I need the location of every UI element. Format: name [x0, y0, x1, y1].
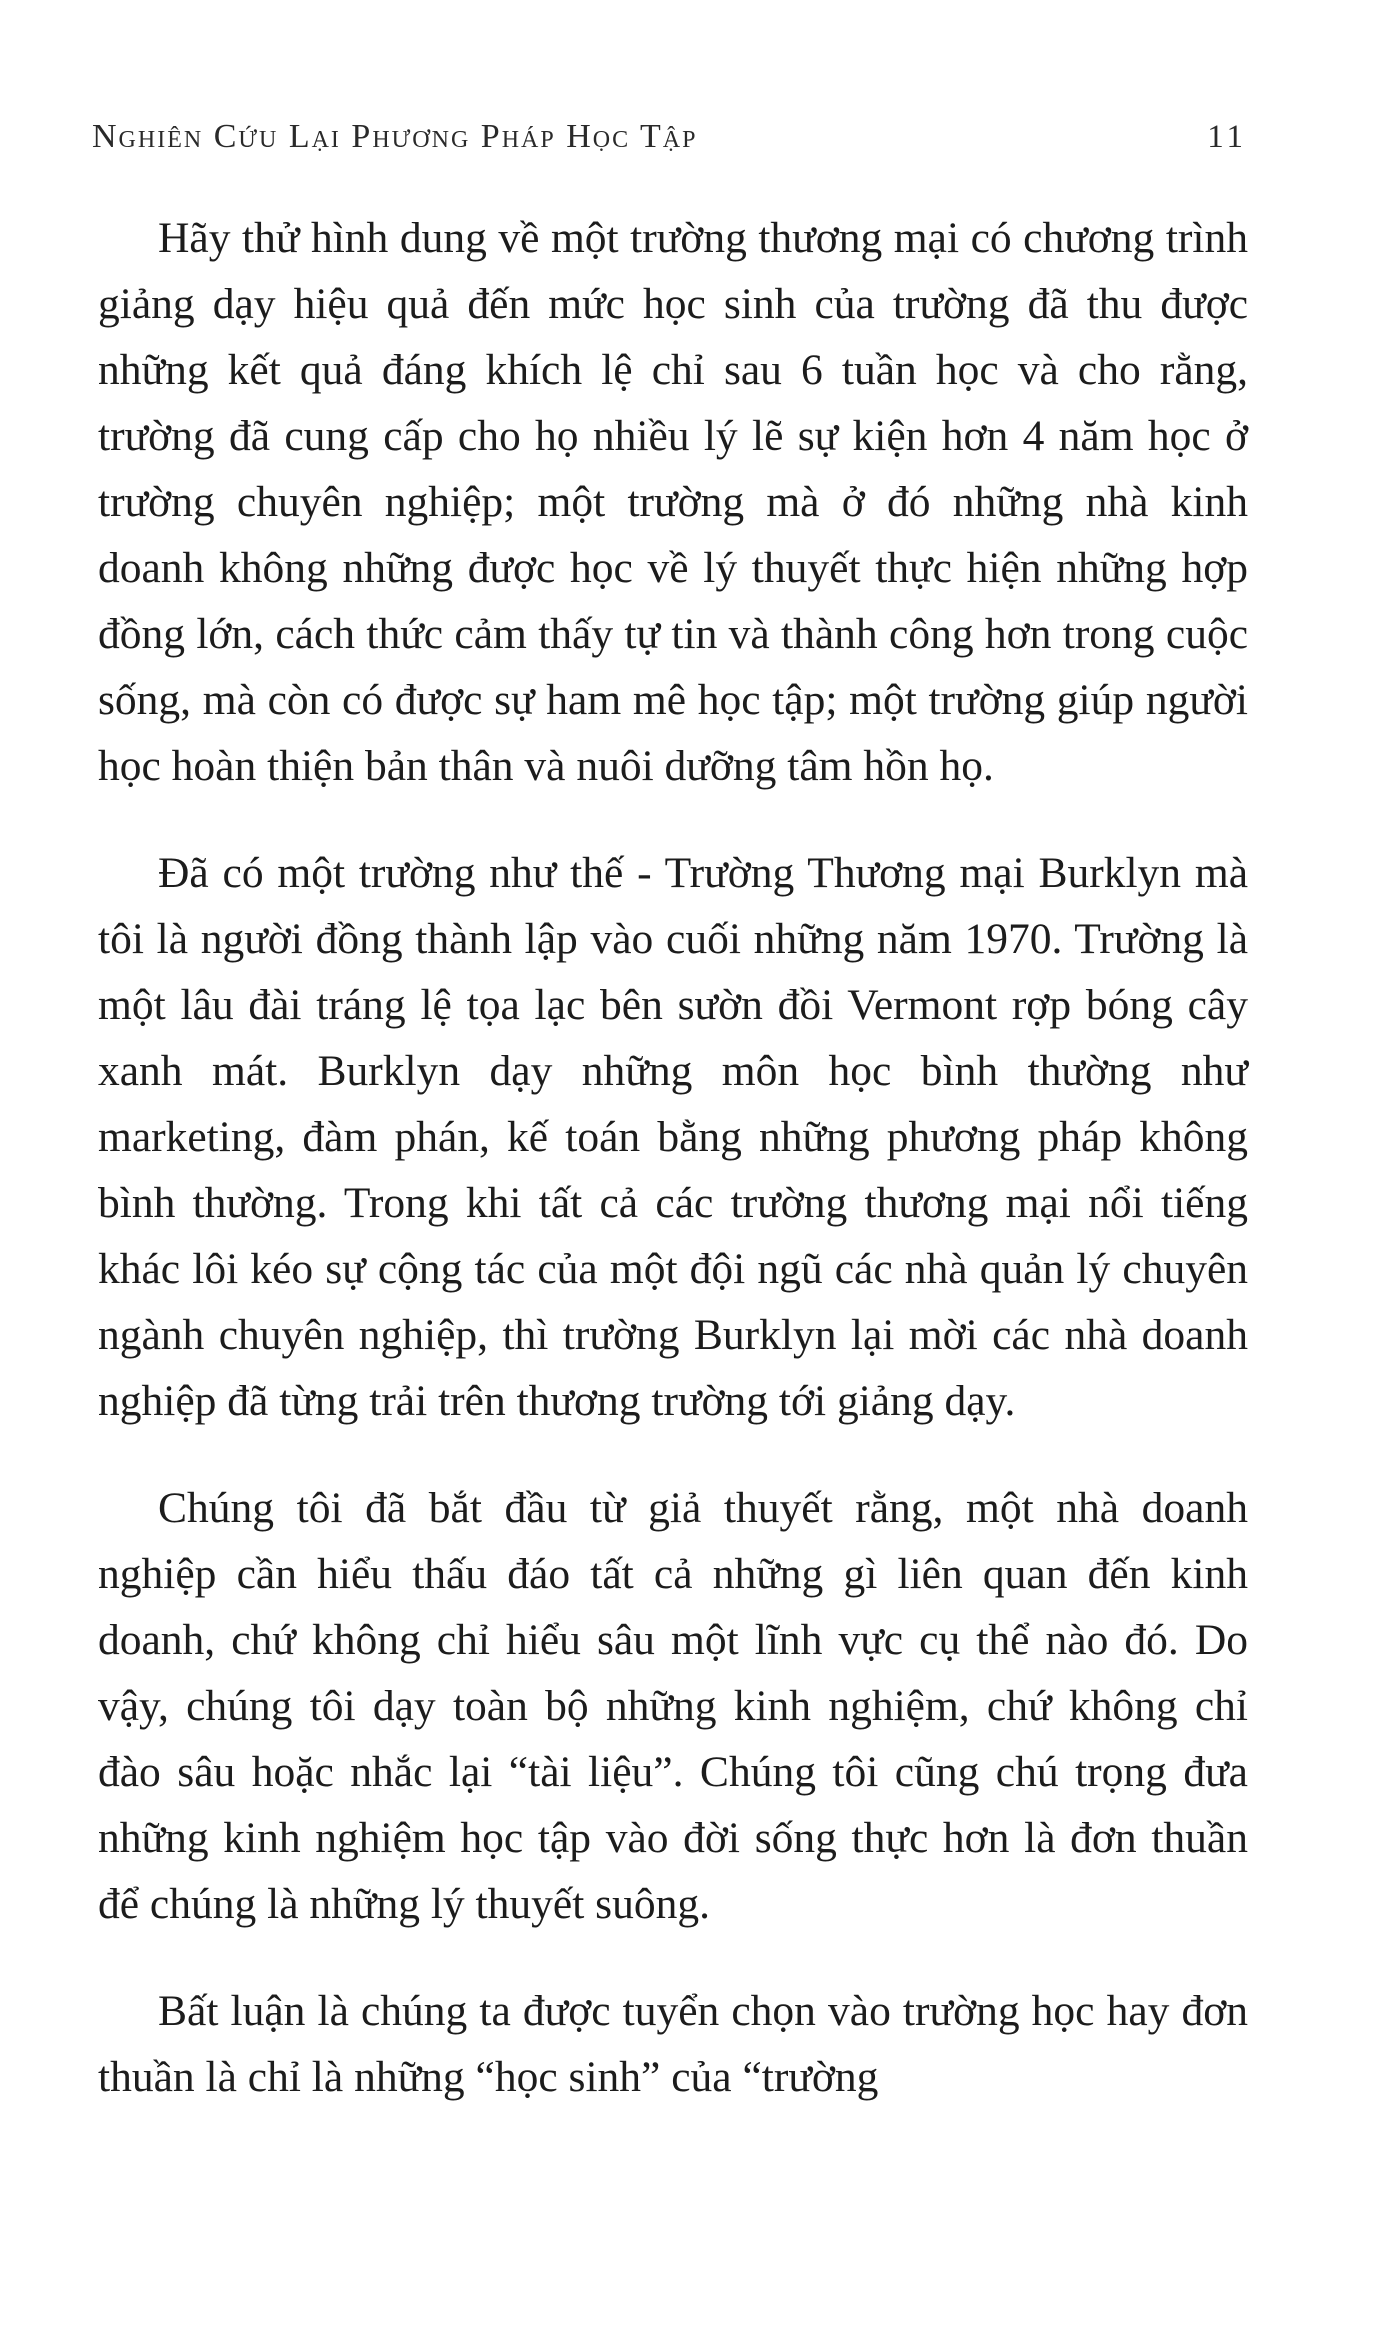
page-number: 11: [1207, 119, 1247, 155]
running-header: [92, 118, 1247, 162]
chapter-title: Nghiên Cứu Lại Phương Pháp Học Tập: [92, 118, 698, 155]
body-text: [98, 205, 1248, 2151]
paragraph-3: Chúng tôi đã bắt đầu từ giả thuyết rằng, một nhà doanh nghiệp cần hiểu thấu đáo tất cả những gì liên quan đến kinh doanh, chứ không chỉ hiểu sâu một lĩnh vực cụ thể nào đó. Do vậy, chúng tôi dạy toàn bộ những kinh nghiệm, chứ không chỉ đào sâu hoặc nhắc lại “tài liệu”. Chúng tôi cũng chú trọng đưa những kinh nghiệm học tập vào đời sống thực hơn là đơn thuần để chúng là những lý thuyết suông.: [98, 1484, 1248, 1928]
paragraph-2: Đã có một trường như thế - Trường Thương mại Burklyn mà tôi là người đồng thành lập vào cuối những năm 1970. Trường là một lâu đài tráng lệ tọa lạc bên sườn đồi Vermont rợp bóng cây xanh mát. Burklyn dạy những môn học bình thường như marketing, đàm phán, kế toán bằng những phương pháp không bình thường. Trong khi tất cả các trường thương mại nổi tiếng khác lôi kéo sự cộng tác của một đội ngũ các nhà quản lý chuyên ngành chuyên nghiệp, thì trường Burklyn lại mời các nhà doanh nghiệp đã từng trải trên thương trường tới giảng dạy.: [98, 849, 1248, 1425]
paragraph-4: Bất luận là chúng ta được tuyển chọn vào trường học hay đơn thuần là chỉ là những “học sinh” của “trường: [98, 1987, 1248, 2101]
paragraph-1: Hãy thử hình dung về một trường thương mại có chương trình giảng dạy hiệu quả đến mức học sinh của trường đã thu được những kết quả đáng khích lệ chỉ sau 6 tuần học và cho rằng, trường đã cung cấp cho họ nhiều lý lẽ sự kiện hơn 4 năm học ở trường chuyên nghiệp; một trường mà ở đó những nhà kinh doanh không những được học về lý thuyết thực hiện những hợp đồng lớn, cách thức cảm thấy tự tin và thành công hơn trong cuộc sống, mà còn có được sự ham mê học tập; một trường giúp người học hoàn thiện bản thân và nuôi dưỡng tâm hồn họ.: [98, 214, 1248, 790]
